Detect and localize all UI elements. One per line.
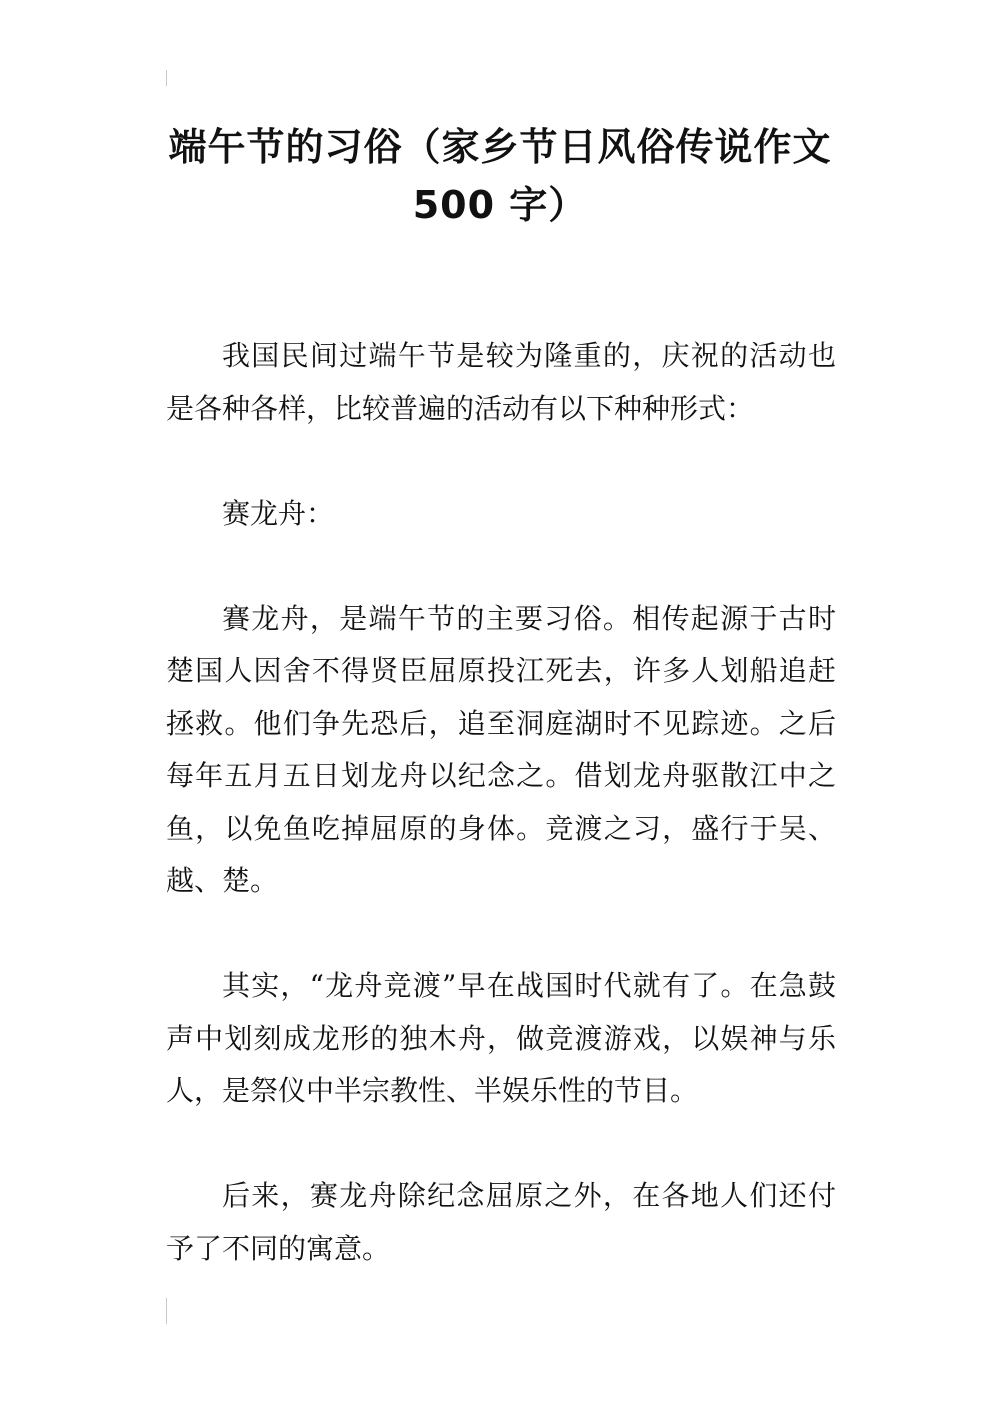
title-line-1: 端午节的习俗（家乡节日风俗传说作文 [168,125,832,169]
paragraph-dragon-boat-meaning: 后来，赛龙舟除纪念屈原之外，在各地人们还付予了不同的寓意。 [166,1179,836,1265]
margin-mark-top [166,70,167,86]
document-title [150,118,850,234]
document-body [166,330,836,1328]
paragraph-dragon-boat-origin: 賽龙舟，是端午节的主要习俗。相传起源于古时楚国人因舍不得贤臣屈原投江死去，许多人划船追赶拯救。他们争先恐后，追至洞庭湖时不见踪迹。之后每年五月五日划龙舟以纪念之。借划龙舟驱散江中之鱼，以免鱼吃掉屈原的身体。竞渡之习，盛行于吴、越、楚。 [166,601,836,897]
paragraph-dragon-boat-history: 其实，“龙舟竞渡”早在战国时代就有了。在急鼓声中划刻成龙形的独木舟，做竞渡游戏，以娱神与乐人，是祭仪中半宗教性、半娱乐性的节目。 [166,969,836,1107]
paragraph-heading-dragon-boat: 赛龙舟： [222,496,335,530]
paragraph-intro: 我国民间过端午节是较为隆重的，庆祝的活动也是各种各样，比较普遍的活动有以下种种形式： [166,339,836,425]
title-line-2: 500 字） [412,183,588,227]
